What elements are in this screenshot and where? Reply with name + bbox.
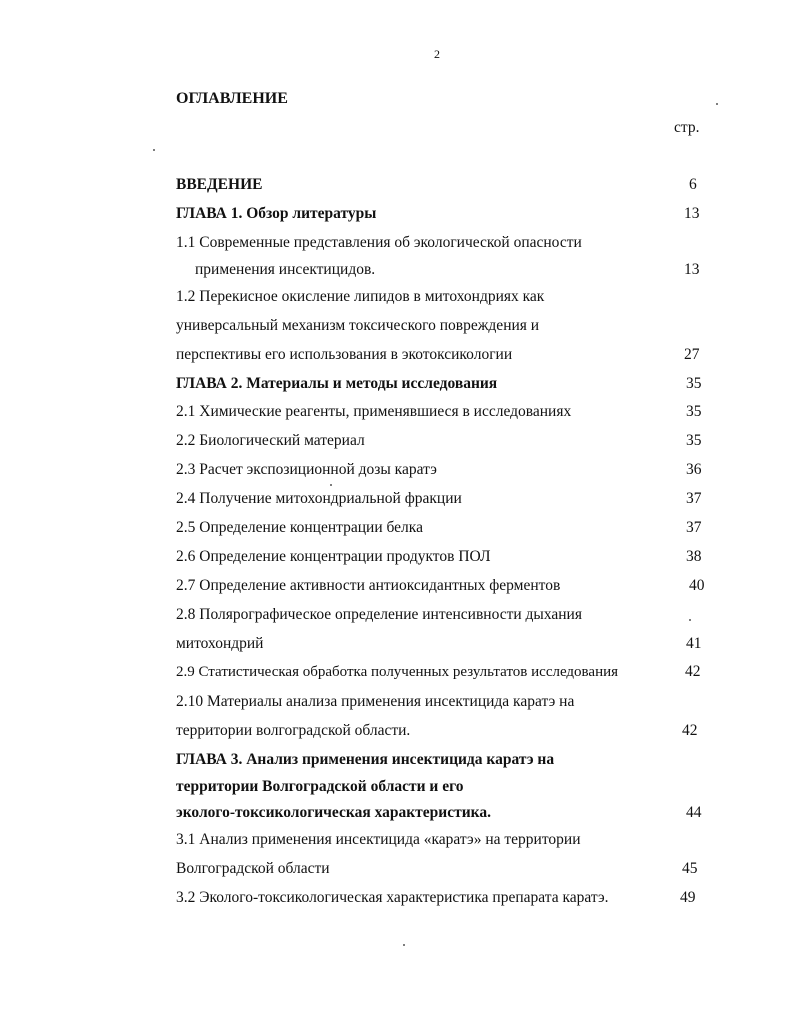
toc-entry-page: 13	[684, 205, 700, 222]
toc-entry-page: 49	[680, 889, 696, 906]
toc-title: ОГЛАВЛЕНИЕ	[176, 90, 288, 107]
toc-entry-page: 41	[686, 635, 702, 652]
toc-entry-line: перспективы его использования в экотоксикологии	[176, 346, 513, 363]
toc-entry-line: 1.1 Современные представления об экологической опасности	[176, 234, 582, 251]
toc-entry-page: 35	[686, 432, 702, 449]
toc-entry-line: 2.8 Полярографическое определение интенсивности дыхания	[176, 606, 582, 623]
toc-entry-line: территории Волгоградской области и его	[176, 778, 464, 795]
toc-entry-line: эколого-токсикологическая характеристика.	[176, 804, 491, 821]
toc-entry-line: 2.2 Биологический материал	[176, 432, 365, 449]
toc-entry-page: 13	[684, 261, 700, 278]
toc-entry-line: 2.3 Расчет экспозиционной дозы каратэ	[176, 461, 437, 478]
toc-entry-line: 3.1 Анализ применения инсектицида «каратэ» на территории	[176, 831, 581, 848]
toc-entry-page: 37	[686, 519, 702, 536]
toc-entry-line: универсальный механизм токсического повреждения и	[176, 317, 540, 334]
scan-speck	[689, 619, 691, 621]
scan-speck	[716, 103, 718, 105]
toc-entry-line: Волгоградской области	[176, 860, 330, 877]
toc-entry-line: 2.6 Определение концентрации продуктов ПОЛ	[176, 548, 491, 565]
toc-entry-line: 2.9 Статистическая обработка полученных результатов исследования	[176, 664, 619, 680]
toc-entry-line: 2.4 Получение митохондриальной фракции	[176, 490, 462, 507]
toc-entry-line: 2.10 Материалы анализа применения инсектицида каратэ на	[176, 693, 575, 710]
toc-entry-page: 38	[686, 548, 702, 565]
toc-entry-page: 27	[684, 346, 700, 363]
scan-speck	[330, 484, 332, 486]
toc-entry-line: ГЛАВА 2. Материалы и методы исследования	[176, 375, 498, 392]
toc-entry-page: 42	[682, 722, 698, 739]
toc-entry-line: применения инсектицидов.	[195, 261, 376, 278]
page-number: 2	[434, 47, 440, 61]
toc-entry-page: 42	[685, 663, 701, 680]
toc-entry-page: 6	[689, 176, 697, 193]
scan-speck	[153, 149, 155, 151]
toc-entry-line: ГЛАВА 1. Обзор литературы	[176, 205, 377, 222]
toc-entry-page: 45	[682, 860, 698, 877]
toc-entry-line: 2.5 Определение концентрации белка	[176, 519, 423, 536]
toc-entry-line: митохондрий	[176, 635, 264, 652]
toc-entry-page: 35	[686, 375, 702, 392]
toc-entry-line: 2.1 Химические реагенты, применявшиеся в исследованиях	[176, 403, 572, 420]
toc-entry-page: 35	[686, 403, 702, 420]
toc-entry-page: 36	[686, 461, 702, 478]
toc-entry-line: ВВЕДЕНИЕ	[176, 176, 263, 193]
toc-entry-page: 40	[689, 577, 705, 594]
toc-entry-page: 37	[686, 490, 702, 507]
page-column-label: стр.	[674, 119, 700, 136]
toc-entry-line: 2.7 Определение активности антиоксидантных ферментов	[176, 577, 561, 594]
toc-entry-line: 1.2 Перекисное окисление липидов в митохондриях как	[176, 288, 545, 305]
scan-speck	[403, 944, 405, 946]
toc-entry-line: ГЛАВА 3. Анализ применения инсектицида каратэ на	[176, 751, 555, 768]
toc-entry-line: территории волгоградской области.	[176, 722, 411, 739]
toc-entry-line: 3.2 Эколого-токсикологическая характеристика препарата каратэ.	[176, 889, 609, 906]
toc-entry-page: 44	[686, 804, 702, 821]
